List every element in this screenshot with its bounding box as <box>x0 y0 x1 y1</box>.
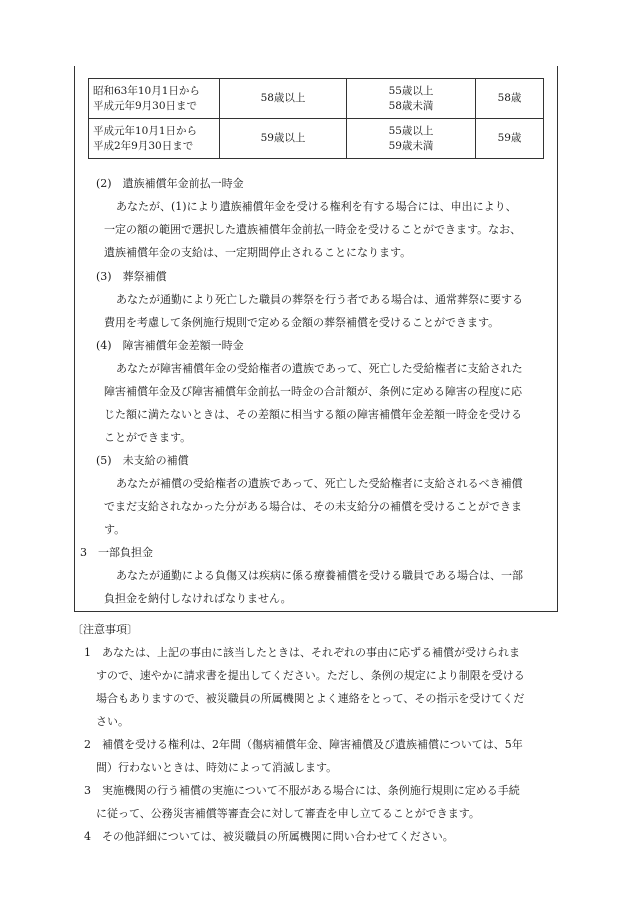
paragraph-line: 負担金を納付しなければなりません。 <box>104 592 292 605</box>
note-line: 1 あなたは、上記の事由に該当したときは、それぞれの事由に応ずる補償が受けられま <box>84 646 520 659</box>
paragraph-line: あなたが、(1)により遺族補償年金を受ける権利を有する場合には、申出により、 <box>116 200 517 213</box>
section-title: (5) 未支給の補償 <box>96 454 189 467</box>
age-requirement-table <box>88 78 544 159</box>
paragraph-line: あなたが通勤による負傷又は疾病に係る療養補償を受ける職員である場合は、一部 <box>116 569 523 582</box>
paragraph-line: あなたが障害補償年金の受給権者の遺族であって、死亡した受給権者に支給された <box>116 362 523 375</box>
note-line: 3 実施機関の行う補償の実施について不服がある場合には、条例施行規則に定める手続 <box>84 784 520 797</box>
table-cell-age-limit: 58歳 <box>476 79 544 119</box>
paragraph-line: 一定の額の範囲で選択した遺族補償年金前払一時金を受けることができます。なお、 <box>104 223 522 236</box>
paragraph-line: 遺族補償年金の支給は、一定期間停止されることになります。 <box>104 246 412 259</box>
note-line: すので、速やかに請求書を提出してください。ただし、条例の規定により制限を受ける <box>96 669 525 682</box>
note-line: 間）行わないときは、時効によって消滅します。 <box>96 761 338 774</box>
note-line: 4 その他詳細については、被災職員の所属機関に問い合わせてください。 <box>84 830 454 843</box>
table-row <box>89 79 544 119</box>
note-line: さい。 <box>96 715 129 728</box>
paragraph-line: じた額に満たないときは、その差額に相当する額の障害補償年金差額一時金を受ける <box>104 408 522 421</box>
section-title: (2) 遺族補償年金前払一時金 <box>96 177 244 190</box>
paragraph-line: す。 <box>104 523 126 536</box>
section-title: (3) 葬祭補償 <box>96 270 167 283</box>
note-line: 2 補償を受ける権利は、2年間（傷病補償年金、障害補償及び遺族補償については、5年 <box>84 738 523 751</box>
paragraph-line: あなたが補償の受給権者の遺族であって、死亡した受給権者に支給されるべき補償 <box>116 477 523 490</box>
notes-heading: 〔注意事項〕 <box>72 623 138 636</box>
section-title: 3 一部負担金 <box>80 546 153 559</box>
table-row <box>89 119 544 159</box>
paragraph-line: ことができます。 <box>104 431 192 444</box>
table-cell-period: 昭和63年10月1日から 平成元年9月30日まで <box>89 79 220 119</box>
paragraph-line: あなたが通勤により死亡した職員の葬祭を行う者である場合は、通常葬祭に要する <box>116 293 523 306</box>
paragraph-line: でまだ支給されなかった分がある場合は、その未支給分の補償を受けることができま <box>104 500 522 513</box>
table-cell-age-range: 55歳以上 58歳未満 <box>347 79 476 119</box>
note-line: 場合もありますので、被災職員の所属機関とよく連絡をとって、その指示を受けてくだ <box>96 692 525 705</box>
note-line: に従って、公務災害補償等審査会に対して審査を申し立てることができます。 <box>96 807 480 820</box>
table-cell-period: 平成元年10月1日から 平成2年9月30日まで <box>89 119 220 159</box>
paragraph-line: 費用を考慮して条例施行規則で定める金額の葬祭補償を受けることができます。 <box>104 316 500 329</box>
section-title: (4) 障害補償年金差額一時金 <box>96 339 244 352</box>
table-cell-age-limit: 59歳 <box>476 119 544 159</box>
table-cell-age-range: 55歳以上 59歳未満 <box>347 119 476 159</box>
paragraph-line: 障害補償年金及び障害補償年金前払一時金の合計額が、条例に定める障害の程度に応 <box>104 385 522 398</box>
table-cell-age: 58歳以上 <box>220 79 347 119</box>
table-cell-age: 59歳以上 <box>220 119 347 159</box>
